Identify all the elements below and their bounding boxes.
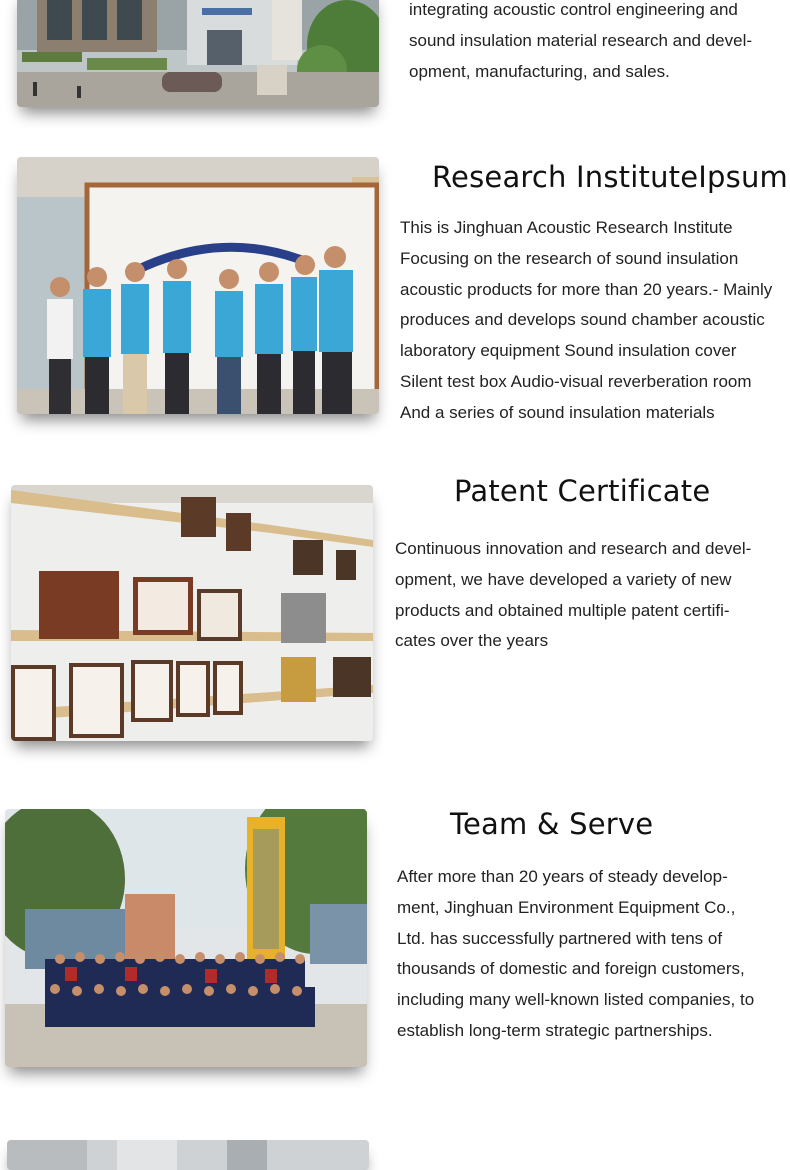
certificate-wall-photo xyxy=(11,485,373,741)
patent-certificate-heading: Patent Certificate xyxy=(454,474,711,508)
team-serve-heading: Team & Serve xyxy=(450,807,654,841)
intro-text: integrating acoustic control engineering and sound insulation material research and devel-opment, manufacturing, and sales. xyxy=(409,0,753,81)
team-serve-text: After more than 20 years of steady develop-ment, Jinghuan Environment Equipment Co., Ltd. has successfully partnered with tens of thousands of domestic and foreign customers, including many well-known listed companies, to establish long-term strategic partnerships. xyxy=(397,867,755,1040)
research-team-photo xyxy=(17,157,379,414)
patent-certificate-text: Continuous innovation and research and devel-opment, we have developed a variety of new products and obtained multiple patent certifi-cates over the years xyxy=(395,539,752,651)
building-photo xyxy=(17,0,379,107)
team-group-photo xyxy=(5,809,367,1067)
research-institute-heading: Research InstituteIpsum xyxy=(432,160,788,194)
next-section-photo xyxy=(7,1140,369,1170)
research-institute-text: This is Jinghuan Acoustic Research Institute Focusing on the research of sound insulation acoustic products for more than 20 years.- Mainly produces and develops sound chamber acoustic laboratory equipment Sound insulation cover Silent test box Audio-visual reverberation room And a series of sound insulation materials xyxy=(400,218,773,422)
